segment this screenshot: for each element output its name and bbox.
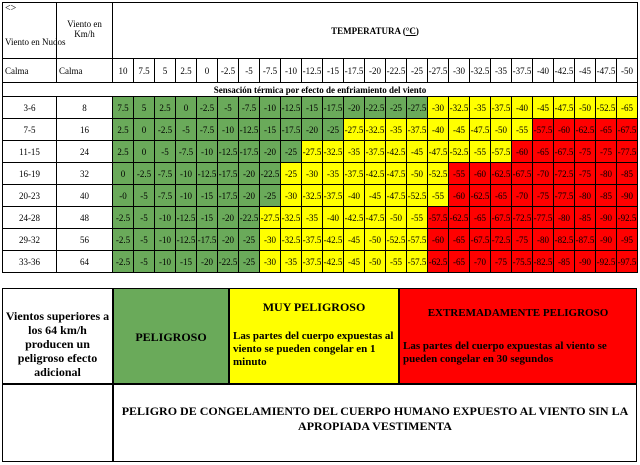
wind-chill-chart [2, 2, 637, 462]
chill-value-cell: -75 [596, 141, 617, 163]
chill-value-cell: -60 [428, 229, 449, 251]
chill-value-cell: -97.5 [617, 251, 638, 273]
chill-value-cell: -82.5 [554, 229, 575, 251]
chill-value-cell: -62.5 [470, 185, 491, 207]
chill-value-cell: -10 [155, 229, 176, 251]
chill-value-cell: -67.5 [470, 229, 491, 251]
temp-header-cell: -10 [281, 59, 302, 83]
legend-extremadamente-peligroso [399, 288, 637, 384]
chill-value-cell: -12.5 [239, 119, 260, 141]
chill-value-cell: -57.5 [407, 251, 428, 273]
chill-value-cell: -32.5 [449, 97, 470, 119]
chill-value-cell: -70 [470, 251, 491, 273]
knots-cell: 3-6 [3, 97, 57, 119]
chill-value-cell: -12.5 [281, 97, 302, 119]
knots-cell: 7-5 [3, 119, 57, 141]
chill-value-cell: -5 [134, 207, 155, 229]
chill-value-cell: -12.5 [176, 207, 197, 229]
chill-value-cell: -67.5 [512, 163, 533, 185]
chill-value-cell: -87.5 [575, 229, 596, 251]
temp-header-cell: 7.5 [134, 59, 155, 83]
temp-header-cell: 2.5 [176, 59, 197, 83]
chill-value-cell: -20 [260, 141, 281, 163]
knots-cell: 16-19 [3, 163, 57, 185]
chill-value-cell: -57.5 [428, 207, 449, 229]
temp-header-cell: -47.5 [596, 59, 617, 83]
chill-value-cell: -65 [449, 251, 470, 273]
chill-value-cell: -42.5 [386, 141, 407, 163]
chill-value-cell: -37.5 [323, 185, 344, 207]
chill-value-cell: -27.5 [344, 119, 365, 141]
chill-value-cell: 5 [134, 97, 155, 119]
chill-value-cell: -85 [617, 163, 638, 185]
side-note: Vientos superiores a los 64 km/h producen un peligroso efecto adicional [2, 288, 113, 384]
chill-value-cell: -50 [407, 163, 428, 185]
chill-value-cell: -27.5 [407, 97, 428, 119]
chill-value-cell: -5 [218, 97, 239, 119]
chill-value-cell: -27.5 [260, 207, 281, 229]
chill-value-cell: -50 [491, 119, 512, 141]
chill-value-cell: -7.5 [155, 185, 176, 207]
chill-value-cell: -92.5 [617, 207, 638, 229]
kmh-header: Viento en Km/h [57, 3, 113, 59]
chill-value-cell: -80 [533, 229, 554, 251]
chill-value-cell: 2.5 [155, 97, 176, 119]
temperature-unit: °C [405, 25, 416, 36]
temp-header-cell: 0 [197, 59, 218, 83]
chill-value-cell: -17.5 [218, 163, 239, 185]
chill-value-cell: -90 [596, 207, 617, 229]
chill-value-cell: -72.5 [512, 207, 533, 229]
chill-value-cell: -30 [260, 251, 281, 273]
knots-header-label: Viento en Nudos [5, 37, 66, 47]
chill-value-cell: -80 [554, 207, 575, 229]
kmh-cell: 8 [57, 97, 113, 119]
chill-value-cell: -45 [344, 251, 365, 273]
chill-value-cell: -77.5 [554, 185, 575, 207]
chill-value-cell: -32.5 [302, 185, 323, 207]
knots-cell: 29-32 [3, 229, 57, 251]
chill-value-cell: -15 [176, 251, 197, 273]
chill-value-cell: -20 [302, 119, 323, 141]
chill-value-cell: -35 [302, 207, 323, 229]
temp-header-cell: -20 [365, 59, 386, 83]
chill-value-cell: -15 [260, 119, 281, 141]
temp-header-cell: -5 [239, 59, 260, 83]
chill-value-cell: -45 [344, 229, 365, 251]
chill-value-cell: -77.5 [533, 207, 554, 229]
chill-value-cell: -80 [596, 163, 617, 185]
chill-value-cell: -60 [470, 163, 491, 185]
chill-value-cell: -62.5 [428, 251, 449, 273]
chill-value-cell: -60 [449, 185, 470, 207]
chill-value-cell: -52.5 [596, 97, 617, 119]
chill-value-cell: -37.5 [407, 119, 428, 141]
chill-value-cell: -22.5 [365, 97, 386, 119]
sensacion-label: Sensación térmica por efecto de enfriamiento del viento [3, 83, 638, 97]
chill-value-cell: -47.5 [554, 97, 575, 119]
temp-header-cell: -17.5 [344, 59, 365, 83]
chill-value-cell: -85 [575, 207, 596, 229]
chill-value-cell: -10 [176, 185, 197, 207]
chill-value-cell: -5 [155, 141, 176, 163]
temp-header-cell: -32.5 [470, 59, 491, 83]
chill-value-cell: -30 [260, 229, 281, 251]
chill-value-cell: -65 [449, 229, 470, 251]
kmh-cell: 40 [57, 185, 113, 207]
knots-cell: 11-15 [3, 141, 57, 163]
chill-value-cell: -42.5 [323, 229, 344, 251]
chill-value-cell: -92.5 [596, 251, 617, 273]
chill-value-cell: -70 [533, 163, 554, 185]
chill-value-cell: 0 [134, 141, 155, 163]
chill-value-cell: -25 [239, 229, 260, 251]
chill-value-cell: 7.5 [113, 97, 134, 119]
temp-header-cell: -27.5 [428, 59, 449, 83]
chill-value-cell: -30 [281, 185, 302, 207]
chill-value-cell: -37.5 [302, 251, 323, 273]
chill-value-cell: -52.5 [407, 185, 428, 207]
chill-value-cell: -75.5 [512, 251, 533, 273]
kmh-cell: 32 [57, 163, 113, 185]
temp-header-cell: -30 [449, 59, 470, 83]
chill-value-cell: -25 [260, 185, 281, 207]
chill-value-cell: -75 [575, 141, 596, 163]
chill-value-cell: -5 [176, 119, 197, 141]
chill-value-cell: -35 [344, 141, 365, 163]
chill-value-cell: -65 [617, 97, 638, 119]
chill-value-cell: -62.5 [491, 163, 512, 185]
chill-value-cell: -35 [470, 97, 491, 119]
chill-value-cell: -7.5 [197, 119, 218, 141]
chill-value-cell: -52.5 [428, 163, 449, 185]
chill-value-cell: -60 [554, 119, 575, 141]
temp-header-cell: -50 [617, 59, 638, 83]
kmh-cell: 56 [57, 229, 113, 251]
knots-cell: 33-36 [3, 251, 57, 273]
temp-header-cell: -25 [407, 59, 428, 83]
chill-value-cell: -72.5 [554, 163, 575, 185]
table-row [3, 119, 638, 141]
chill-value-cell: -25 [281, 141, 302, 163]
chill-value-cell: -17.5 [218, 185, 239, 207]
extremadamente-desc: Las partes del cuerpo expuestas al viento se pueden congelar en 30 segundos [403, 340, 607, 365]
chill-value-cell: -65 [596, 119, 617, 141]
chill-value-cell: -17.5 [323, 97, 344, 119]
temperature-header [113, 3, 638, 59]
chill-value-cell: -55 [407, 207, 428, 229]
chill-value-cell: -52.5 [386, 229, 407, 251]
chill-value-cell: -7.5 [155, 163, 176, 185]
temp-header-cell: -15 [323, 59, 344, 83]
chill-value-cell: -22.5 [260, 163, 281, 185]
chill-value-cell: -50 [575, 97, 596, 119]
chill-value-cell: -47.5 [428, 141, 449, 163]
chill-value-cell: -75 [533, 185, 554, 207]
chill-value-cell: -52.5 [449, 141, 470, 163]
header-row [3, 3, 638, 59]
knots-cell: 24-28 [3, 207, 57, 229]
chill-value-cell: -42.5 [323, 251, 344, 273]
calma-row [3, 59, 638, 83]
chill-value-cell: -55 [512, 119, 533, 141]
chill-value-cell: -47.5 [386, 185, 407, 207]
chill-value-cell: -2.5 [113, 207, 134, 229]
calma-knots: Calma [3, 59, 57, 83]
chill-value-cell: -2.5 [113, 229, 134, 251]
chill-value-cell: -67.5 [617, 119, 638, 141]
chill-value-cell: -67.5 [491, 207, 512, 229]
chill-value-cell: -7.5 [239, 97, 260, 119]
temp-header-cell: -37.5 [512, 59, 533, 83]
chill-value-cell: -5 [134, 251, 155, 273]
temperature-title: TEMPERATURA ( [331, 25, 406, 36]
chill-value-cell: -47.5 [470, 119, 491, 141]
chill-value-cell: -75 [512, 229, 533, 251]
chill-value-cell: -70 [512, 185, 533, 207]
chill-value-cell: -30 [302, 163, 323, 185]
chill-value-cell: -45 [533, 97, 554, 119]
chill-value-cell: -15 [197, 207, 218, 229]
chill-value-cell: -37.5 [302, 229, 323, 251]
chill-value-cell: -85 [596, 185, 617, 207]
table-row [3, 251, 638, 273]
chill-value-cell: 0 [176, 97, 197, 119]
chill-value-cell: -42.5 [344, 207, 365, 229]
chill-value-cell: -50 [386, 207, 407, 229]
chill-value-cell: -2.5 [134, 163, 155, 185]
chill-value-cell: -75 [575, 163, 596, 185]
chill-value-cell: -82.5 [533, 251, 554, 273]
chill-value-cell: -57.5 [491, 141, 512, 163]
expand-arrow-icon: <> [5, 3, 17, 14]
chill-value-cell: -2.5 [113, 251, 134, 273]
footer-left-blank [2, 384, 113, 462]
chill-value-cell: -37.5 [491, 97, 512, 119]
chill-value-cell: -20 [344, 97, 365, 119]
wind-chill-table [2, 2, 638, 273]
chill-value-cell: -47.5 [365, 207, 386, 229]
chill-value-cell: -95 [617, 229, 638, 251]
chill-value-cell: -40 [323, 207, 344, 229]
chill-value-cell: -2.5 [155, 119, 176, 141]
chill-value-cell: -17.5 [281, 119, 302, 141]
chill-value-cell: -45 [407, 141, 428, 163]
chill-value-cell: -17.5 [197, 229, 218, 251]
chill-value-cell: 0 [134, 119, 155, 141]
temp-header-cell: -2.5 [218, 59, 239, 83]
chill-value-cell: 0 [113, 163, 134, 185]
chill-value-cell: -50 [365, 251, 386, 273]
chill-value-cell: -85 [554, 251, 575, 273]
chill-value-cell: -55 [449, 163, 470, 185]
chill-value-cell: 2.5 [113, 141, 134, 163]
temperature-close: ) [415, 25, 419, 36]
chill-value-cell: -67.5 [554, 141, 575, 163]
chill-value-cell: -65 [491, 185, 512, 207]
table-row [3, 97, 638, 119]
legend-peligroso: PELIGROSO [113, 288, 229, 384]
legend-muy-peligroso [229, 288, 399, 384]
chill-value-cell: -17.5 [239, 141, 260, 163]
table-row [3, 207, 638, 229]
chill-value-cell: -57.5 [407, 229, 428, 251]
chill-value-cell: -75 [491, 251, 512, 273]
chill-value-cell: -20 [239, 163, 260, 185]
chill-value-cell: -77.5 [617, 141, 638, 163]
chill-value-cell: -30 [428, 97, 449, 119]
chill-value-cell: -62.5 [575, 119, 596, 141]
chill-value-cell: -55 [386, 251, 407, 273]
chill-value-cell: -0 [113, 185, 134, 207]
chill-value-cell: -15 [302, 97, 323, 119]
chill-value-cell: -10 [155, 251, 176, 273]
muy-peligroso-desc: Las partes del cuerpo expuestas al viento se pueden congelar en 1 minuto [233, 330, 394, 368]
chill-value-cell: -65 [533, 141, 554, 163]
temp-header-cell: -40 [533, 59, 554, 83]
chill-value-cell: -45 [449, 119, 470, 141]
calma-kmh: Calma [57, 59, 113, 83]
chill-value-cell: -20 [197, 251, 218, 273]
chill-value-cell: -27.5 [302, 141, 323, 163]
chill-value-cell: -25 [323, 119, 344, 141]
chill-value-cell: -12.5 [218, 141, 239, 163]
chill-value-cell: -15 [197, 185, 218, 207]
kmh-cell: 64 [57, 251, 113, 273]
chill-value-cell: -90 [575, 251, 596, 273]
chill-value-cell: -2.5 [197, 97, 218, 119]
chill-value-cell: -40 [512, 97, 533, 119]
temp-header-cell: -45 [575, 59, 596, 83]
chill-value-cell: -20 [239, 185, 260, 207]
chill-value-cell: -47.5 [386, 163, 407, 185]
chill-value-cell: -65 [470, 207, 491, 229]
chill-value-cell: -35 [323, 163, 344, 185]
chill-value-cell: -45 [365, 185, 386, 207]
temp-header-cell: -42.5 [554, 59, 575, 83]
chill-value-cell: 2.5 [113, 119, 134, 141]
table-row [3, 185, 638, 207]
chill-value-cell: -55 [428, 185, 449, 207]
chill-value-cell: -10 [260, 97, 281, 119]
temp-header-cell: -22.5 [386, 59, 407, 83]
chill-value-cell: -57.5 [533, 119, 554, 141]
kmh-cell: 24 [57, 141, 113, 163]
chill-value-cell: -32.5 [281, 229, 302, 251]
chill-value-cell: -25 [239, 251, 260, 273]
chill-value-cell: -10 [218, 119, 239, 141]
chill-value-cell: -32.5 [281, 207, 302, 229]
chill-value-cell: -40 [428, 119, 449, 141]
chill-value-cell: -5 [134, 229, 155, 251]
chill-value-cell: -20 [218, 207, 239, 229]
sensacion-row [3, 83, 638, 97]
kmh-cell: 48 [57, 207, 113, 229]
chill-value-cell: -25 [386, 97, 407, 119]
chill-value-cell: -37.5 [344, 163, 365, 185]
chill-value-cell: -25 [281, 163, 302, 185]
chill-value-cell: -60 [512, 141, 533, 163]
chill-value-cell: -42.5 [365, 163, 386, 185]
chill-value-cell: -37.5 [365, 141, 386, 163]
table-row [3, 163, 638, 185]
knots-cell: 20-23 [3, 185, 57, 207]
chill-value-cell: -35 [386, 119, 407, 141]
chill-value-cell: -20 [218, 229, 239, 251]
chill-value-cell: -32.5 [365, 119, 386, 141]
chill-value-cell: -10 [176, 163, 197, 185]
chill-value-cell: -80 [575, 185, 596, 207]
chill-value-cell: -22.5 [218, 251, 239, 273]
chill-value-cell: -7.5 [176, 141, 197, 163]
chill-value-cell: -12.5 [197, 163, 218, 185]
temp-header-cell: -12.5 [302, 59, 323, 83]
chill-value-cell: -32.5 [323, 141, 344, 163]
muy-peligroso-title: MUY PELIGROSO [262, 300, 366, 314]
extremadamente-title: EXTREMADAMENTE PELIGROSO [427, 307, 609, 319]
chill-value-cell: -5 [134, 185, 155, 207]
temp-header-cell: 10 [113, 59, 134, 83]
temp-header-cell: -7.5 [260, 59, 281, 83]
chill-value-cell: -90 [617, 185, 638, 207]
temp-header-cell: -35 [491, 59, 512, 83]
chill-value-cell: -12.5 [176, 229, 197, 251]
chill-value-cell: -50 [365, 229, 386, 251]
chill-value-cell: -90 [596, 229, 617, 251]
chill-value-cell: -35 [281, 251, 302, 273]
chill-value-cell: -22.5 [239, 207, 260, 229]
chill-value-cell: -10 [155, 207, 176, 229]
table-row [3, 141, 638, 163]
table-row [3, 229, 638, 251]
chill-value-cell: -55 [470, 141, 491, 163]
chill-value-cell: -72.5 [491, 229, 512, 251]
chill-value-cell: -62.5 [449, 207, 470, 229]
temp-header-cell: 5 [155, 59, 176, 83]
legend-area [2, 288, 637, 462]
footer-note: PELIGRO DE CONGELAMIENTO DEL CUERPO HUMANO EXPUESTO AL VIENTO SIN LA APROPIADA VESTIMENTA [113, 384, 637, 462]
kmh-cell: 16 [57, 119, 113, 141]
knots-header [3, 3, 66, 59]
chill-value-cell: -40 [344, 185, 365, 207]
chill-value-cell: -10 [197, 141, 218, 163]
